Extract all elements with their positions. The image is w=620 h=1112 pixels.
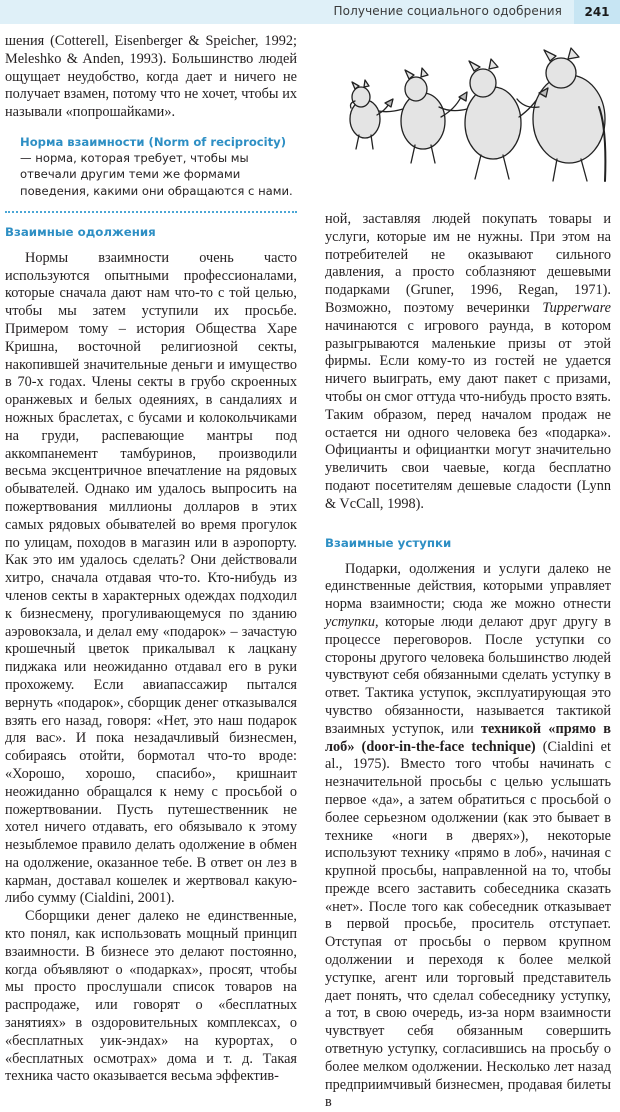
body-paragraph [325,561,611,1112]
left-column [5,33,297,1086]
right-column [325,211,611,1112]
brand-name-italic: Tupperware [542,299,611,316]
section-heading-mutual-concessions: Взаимные уступки [325,535,452,550]
continued-text-a: ной, заставляя людей покупать товары и услуги, которые им не нужны. При этом на потребителей не оказывают сильного давления, а просто соблазняют дешевыми подарками (Gruner, 1996, Regan, 1971). Возможно, поэтому вечеринки [325,211,611,316]
pig-largest-icon [517,48,605,181]
callout-definition: — норма, которая требует, чтобы мы отвечали другим теми же формами поведения, какими они обращаются с нами. [20,151,293,198]
callout-term: Норма взаимности (Norm of reciprocity) [20,134,287,149]
intro-paragraph: шения (Cotterell, Eisenberger & Speicher, 1992; Meleshko & Anden, 1993). Большинство людей ощущает неудобство, когда дает и ничего не получает взамен, потому что не хочет, чтобы их называли «попрошайками». [5,33,297,121]
definition-callout [20,134,297,199]
pig-medium-icon [379,68,461,163]
section-heading-mutual-favors: Взаимные одолжения [5,224,156,239]
term-door-in-the-face: техникой «прямо в лоб» (door-in-the-face technique) [325,720,612,755]
running-header [0,0,620,24]
pig-large-icon [439,59,541,179]
section-divider [5,211,297,213]
page-number: 241 [574,0,620,24]
para-text-c: (Cialdini et al., 1975). Вместо того чтобы начинать с незначительной просьбы с целью услышать первое «да», а затем обратиться с просьбой о более серьезном одолжении (как это бывает в технике «ноги в дверях»), некоторые используют технику «прямо в лоб», начиная с крупной просьбы, направленной на то, чтобы прежде всего заставить собеседника сказать «нет». После того как собеседник отказывает в первой просьбе, проситель отступает. Отступая от просьбы о первом крупном одолжении и переходя к более мелкой уступке, агент или торговый представитель дает понять, что сделал собеседнику уступку, а тот, в свою очередь, из-за норм взаимности чувствует себя обязанным совершить ответную уступку, согласившись на просьбу о более мелком одолжении. Несколько лет назад предприимчивый бизнесмен, продавая билеты в [325,738,611,1111]
pig-small-icon [350,80,389,149]
pigs-back-scratching-illustration [333,37,613,197]
continued-paragraph [325,211,611,514]
continued-text-b: начинаются с игрового раунда, в котором разыгрываются маленькие призы от этой фирмы. Если кому-то из гостей не удается ничего выиграть, ему дают пакет с призами, чтобы он смог оттуда что-нибудь просто взять. Таким образом, перед началом продаж не остается ни одного человека без «подарка». Официанты и официантки могут значительно увеличить свои чаевые, когда бесплатно подают посетителям дешевые сладости (Lynn & VcCall, 1998). [325,317,611,512]
emphasis-concessions: уступки [325,613,375,630]
running-header-title: Получение социального одобрения [333,4,562,18]
body-paragraph: Сборщики денег далеко не единственные, кто понял, как использовать мощный принцип взаимности. В бизнесе это делают постоянно, когда объявляют о «подарках», просят, чтобы мы просто прослушали список товаров на распродаже, или говорят о «бесплатных занятиях» в оздоровительных комплексах, о «бесплатных уик-эндах» на курортах, о «бесплатных осмотрах» дома и т. д. Такая техника часто оказывается весьма эффектив- [5,908,297,1085]
para-text-a: Подарки, одолжения и услуги далеко не единственные действия, которыми управляет норма взаимности; сюда же можно отнести [325,560,611,613]
para-text-b: , которые люди делают друг другу в процессе переговоров. После уступки со стороны другого человека большинство людей чувствуют себя обязанными сделать уступку в ответ. Тактика уступок, эксплуатирующая это чувство обязанности, называется тактикой взаимных уступок, или [325,613,611,737]
body-paragraph: Нормы взаимности очень часто используются опытными профессионалами, которые сначала дают нам что-то с той целью, чтобы мы затем уступили их просьбе. Примером тому – история Общества Харе Кришна, восточной религиозной секты, накопившей значительные деньги и имущество в 70-х годах. Члены секты в грубо скроенных оранжевых и белых одеяниях, в сандалиях и ножных браслетах, с бусами и колокольчиками на груди, распевающие мантры под аккомпанемент тамбуринов, производили весьма эксцентричное впечатление на рядовых обывателей. Однако им удалось выпросить на пожертвования миллионы долларов в этих самых рядовых обывателей во время прогулок по улицам, походов в магазин или в аэропорту. Как это им удалось сделать? Они действовали хитро, сначала отдавая что-то. Кто-нибудь из членов секты в характерных одеждах подходил к бизнесмену, прогуливающемуся по зданию аэровокзала, и делал ему «подарок» – зачастую крошечный цветок прикалывал к лацкану пиджака или неожиданно отдавал его в руки прохожему. Если авиапассажир пытался вернуть «подарок», сборщик денег отказывался взять его назад, говоря: «Нет, это наш подарок для вас». И пока незадачливый бизнесмен, собираясь отойти, бормотал что-то вроде: «Хорошо, хорошо, спасибо», кришнаит неожиданно обращался к нему с просьбой о пожертвовании. Пусть путешественник не хотел ничего отдавать, его обязывало к этому незыблемое правило делать одолжение в обмен на одолжение, оказанное тебе. В ответ он лез в карман, доставал кошелек и жертвовал какую-либо сумму (Cialdini, 2001). [5,249,297,907]
